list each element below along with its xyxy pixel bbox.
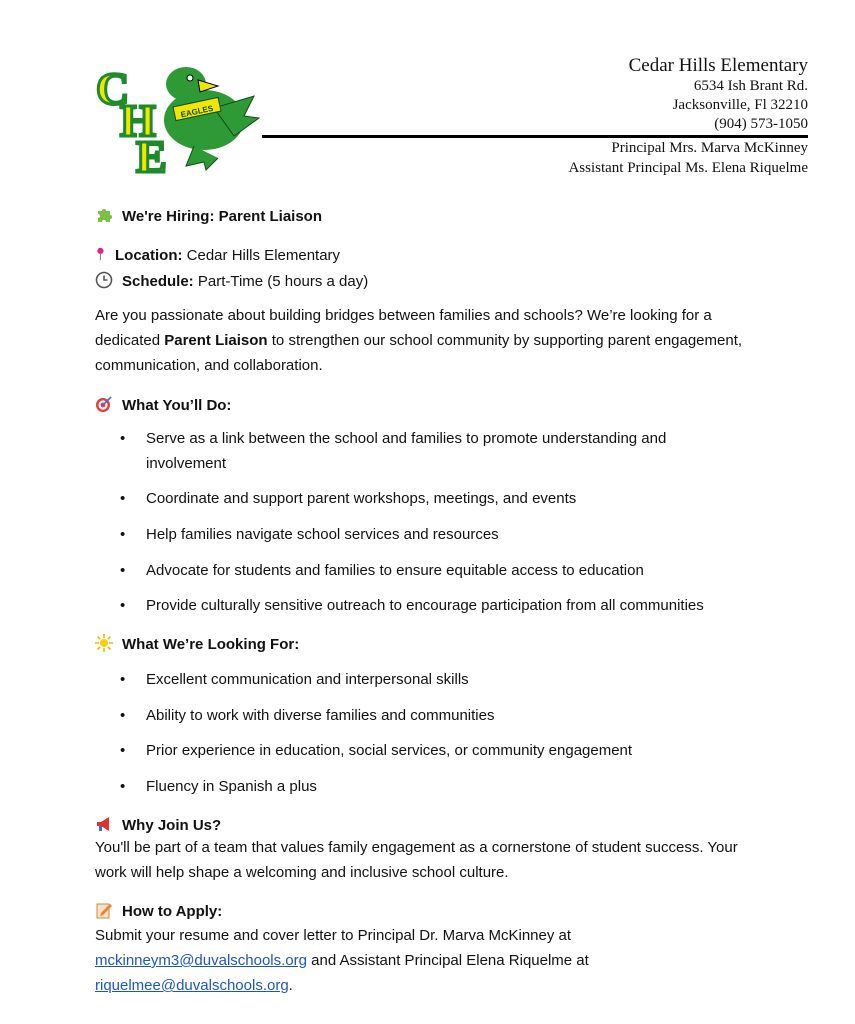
pin-icon bbox=[95, 245, 109, 263]
puzzle-icon bbox=[95, 206, 113, 224]
posting-title-text: We're Hiring: Parent Liaison bbox=[122, 208, 322, 225]
schedule-label: Schedule: bbox=[122, 273, 194, 290]
location-value: Cedar Hills Elementary bbox=[182, 247, 341, 264]
intro-paragraph bbox=[95, 303, 755, 378]
intro-text-1: Are you passionate about building bridges between families and schools? We’re looking for a dedicated bbox=[95, 307, 712, 349]
assistant-principal-name: Assistant Principal Ms. Elena Riquelme bbox=[568, 160, 808, 176]
why-heading-text: Why Join Us? bbox=[122, 817, 222, 834]
intro-text-2: to strengthen our school community by supporting parent engagement, communication, and collaboration. bbox=[95, 332, 743, 374]
school-address: 6534 Ish Brant Rd. bbox=[693, 78, 808, 94]
logo-banner-text: EAGLES bbox=[179, 103, 215, 120]
schedule-value: Part-Time (5 hours a day) bbox=[193, 273, 369, 290]
apply-heading-text: How to Apply: bbox=[122, 903, 223, 920]
posting-title bbox=[95, 206, 322, 225]
sun-icon bbox=[95, 634, 113, 652]
why-paragraph: You'll be part of a team that values family engagement as a cornerstone of student success. Your work will help shape a welcoming and inclusive school culture. bbox=[95, 839, 738, 881]
schedule-line bbox=[95, 271, 368, 290]
school-logo bbox=[94, 58, 260, 176]
location-label: Location: bbox=[115, 247, 183, 264]
logo-letter-e: E bbox=[136, 131, 167, 176]
apply-paragraph bbox=[95, 923, 735, 998]
school-city: Jacksonville, Fl 32210 bbox=[672, 97, 808, 113]
header-divider bbox=[262, 135, 808, 138]
duties-heading bbox=[95, 395, 231, 414]
apply-text-1: Submit your resume and cover letter to Principal Dr. Marva McKinney at bbox=[95, 927, 572, 944]
clock-icon bbox=[95, 271, 113, 289]
school-phone: (904) 573-1050 bbox=[714, 116, 808, 132]
why-heading bbox=[95, 815, 221, 834]
principal-name: Principal Mrs. Marva McKinney bbox=[611, 140, 808, 156]
logo-letter-c: C bbox=[96, 63, 130, 114]
megaphone-icon bbox=[95, 815, 113, 833]
apply-text-2: and Assistant Principal Elena Riquelme at bbox=[307, 952, 589, 969]
school-name: Cedar Hills Elementary bbox=[628, 55, 808, 76]
target-icon bbox=[95, 395, 113, 413]
location-line bbox=[95, 245, 340, 264]
logo-letter-h: H bbox=[120, 95, 156, 146]
intro-bold: Parent Liaison bbox=[164, 332, 268, 349]
principal-email-link[interactable]: mckinneym3@duvalschools.org bbox=[95, 952, 307, 969]
looking-heading bbox=[95, 634, 299, 653]
apply-heading bbox=[95, 901, 222, 920]
apply-text-3: . bbox=[288, 977, 293, 994]
looking-heading-text: What We’re Looking For: bbox=[122, 636, 300, 653]
duties-heading-text: What You’ll Do: bbox=[122, 397, 232, 414]
memo-icon bbox=[95, 901, 113, 919]
assistant-email-link[interactable]: riquelmee@duvalschools.org bbox=[95, 977, 289, 994]
